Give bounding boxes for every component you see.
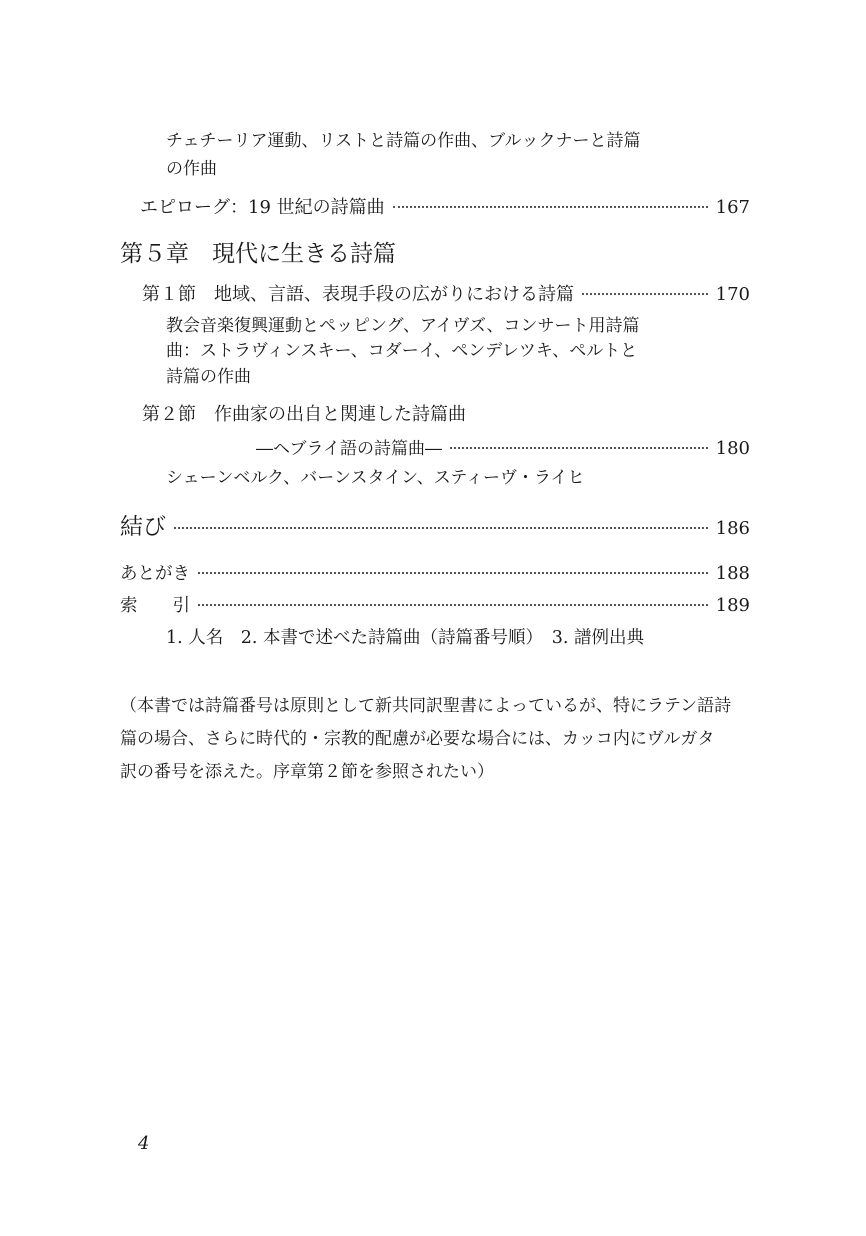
toc-label: 第１節 地域、言語、表現手段の広がりにおける詩篇	[142, 284, 574, 305]
toc-page-number: 180	[715, 438, 750, 459]
dot-leader	[174, 527, 708, 529]
toc-entry-ch5-sec1	[142, 286, 750, 304]
toc-page-number: 167	[715, 197, 750, 218]
ch5-sec2-title: 第２節 作曲家の出自と関連した詩篇曲	[142, 404, 466, 425]
toc-page-number: 170	[715, 284, 750, 305]
dot-leader	[450, 447, 708, 449]
ch5-sec1-desc-line-1: 教会音楽復興運動とペッピング、アイヴズ、コンサート用詩篇	[166, 316, 640, 336]
editorial-note	[120, 690, 760, 789]
toc-entry-afterword	[120, 565, 750, 584]
prev-section-desc-line-2: の作曲	[166, 159, 217, 179]
toc-subtitle: ―ヘブライ語の詩篇曲―	[256, 439, 442, 459]
note-line-2: 篇の場合、さらに時代的・宗教的配慮が必要な場合には、カッコ内にヴルガタ	[120, 729, 715, 749]
prev-section-desc-line-1: チェチーリア運動、リストと詩篇の作曲、ブルックナーと詩篇	[166, 131, 641, 151]
toc-label: あとがき	[120, 564, 190, 584]
toc-entry-conclusion	[120, 516, 750, 539]
toc-page-number: 188	[715, 563, 750, 584]
toc-page-number: 189	[715, 595, 750, 616]
note-line-3: 訳の番号を添えた。序章第２節を参照されたい）	[120, 762, 494, 782]
note-line-1: （本書では詩篇番号は原則として新共同訳聖書によっているが、特にラテン語詩	[120, 696, 732, 716]
dot-leader	[198, 572, 708, 574]
ch5-sec1-desc-line-2: 曲：ストラヴィンスキー、コダーイ、ペンデレツキ、ペルトと	[166, 341, 638, 361]
toc-page-number: 186	[715, 518, 750, 539]
chapter-5-title: 第５章 現代に生きる詩篇	[120, 241, 396, 267]
toc-label: 索 引	[120, 596, 190, 616]
dot-leader	[393, 206, 708, 208]
index-parts: 1. 人名 2. 本書で述べた詩篇曲（詩篇番号順） 3. 譜例出典	[166, 628, 645, 648]
toc-entry-index	[120, 597, 750, 616]
dot-leader	[198, 604, 708, 606]
page-number: 4	[138, 1133, 150, 1154]
dot-leader	[582, 293, 708, 295]
ch5-sec1-desc-line-3: 詩篇の作曲	[166, 367, 251, 387]
toc-label: 結び	[120, 514, 166, 540]
ch5-sec2-desc-line-1: シェーンベルク、バーンスタイン、スティーヴ・ライヒ	[166, 468, 585, 488]
toc-entry-ch5-sec2	[256, 440, 750, 458]
toc-label: エピローグ：19 世紀の詩篇曲	[140, 197, 385, 218]
toc-entry-epilogue	[140, 199, 750, 217]
